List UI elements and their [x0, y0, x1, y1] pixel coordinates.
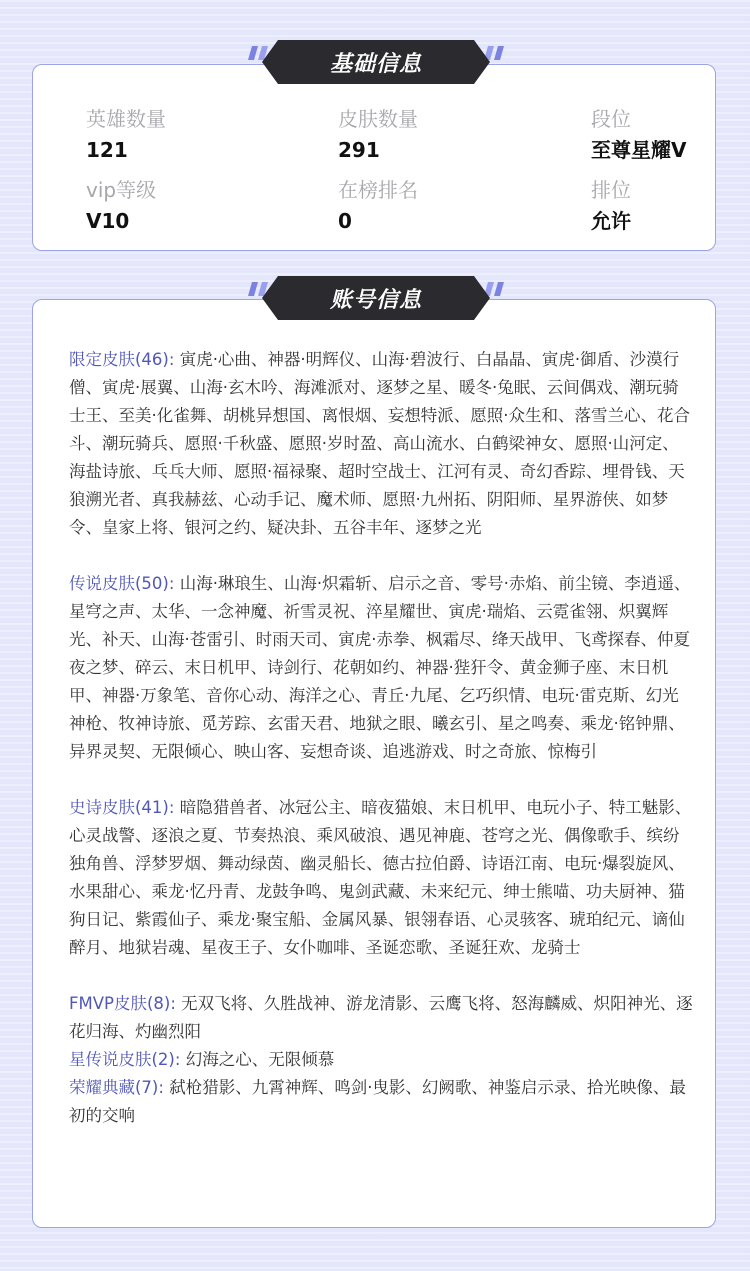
skin-items: 幻海之心、无限倾慕: [185, 1050, 335, 1069]
skin-section-fmvp: [69, 990, 693, 1046]
stat-label: vip等级: [86, 178, 157, 202]
stat-skin-count: [338, 107, 418, 162]
stat-rank-tier: [591, 107, 686, 162]
skin-category-label: 星传说皮肤(2):: [69, 1050, 181, 1069]
stat-label: 英雄数量: [86, 107, 166, 131]
stat-vip-level: [86, 178, 156, 233]
skin-items: 弑枪猎影、九霄神辉、鸣剑·曳影、幻阙歌、神鉴启示录、拾光映像、最初的交响: [69, 1078, 686, 1125]
skin-category-label: FMVP皮肤(8):: [69, 994, 176, 1013]
skin-section-limited: [69, 346, 693, 542]
section-title: 基础信息: [329, 51, 422, 77]
stat-ranked-allowed: [591, 178, 631, 233]
stat-value: 0: [338, 209, 352, 233]
skin-category-label: 限定皮肤(46):: [69, 350, 175, 369]
skin-section-epic: [69, 794, 693, 962]
skin-section-star-legend: [69, 1046, 693, 1074]
skin-items: 无双飞将、久胜战神、游龙清影、云鹰飞将、怒海麟威、炽阳神光、逐花归海、灼幽烈阳: [69, 994, 693, 1041]
skin-items: 山海·琳琅生、山海·炽霜斩、启示之音、零号·赤焰、前尘镜、李逍遥、星穹之声、太华、一念神魔、祈雪灵祝、淬星耀世、寅虎·瑞焰、云霓雀翎、炽翼辉光、补天、山海·苍雷引、时雨天司、寅虎·赤拳、枫霜尽、绛天战甲、飞鸢探春、仲夏夜之梦、碎云、末日机甲、诗剑行、花朝如约、神器·狴犴令、黄金狮子座、末日机甲、神器·万象笔、音你心动、海洋之心、青丘·九尾、乞巧织情、电玩·雷克斯、幻光神枪、牧神诗旅、觅芳踪、玄雷天君、地狱之眼、曦玄引、星之鸣奏、乘龙·铭钟鼎、异界灵契、无限倾心、映山客、妄想奇谈、追逃游戏、时之奇旅、惊梅引: [69, 574, 691, 761]
skin-section-glory-collection: [69, 1074, 693, 1130]
stat-label: 段位: [591, 107, 631, 131]
stat-value: 291: [338, 138, 380, 162]
stat-label: 排位: [591, 178, 631, 202]
stat-label: 皮肤数量: [338, 107, 418, 131]
stat-label: 在榜排名: [338, 178, 418, 202]
section-title: 账号信息: [329, 287, 422, 313]
skin-section-legend: [69, 570, 693, 766]
skin-list: [69, 346, 693, 1130]
account-info-banner: [248, 274, 504, 322]
basic-info-card: [32, 64, 716, 251]
stat-value: 允许: [591, 209, 631, 233]
stat-leaderboard-rank: [338, 178, 418, 233]
stat-value: V10: [86, 209, 130, 233]
skin-items: 暗隐猎兽者、冰冠公主、暗夜猫娘、末日机甲、电玩小子、特工魅影、心灵战警、逐浪之夏、节奏热浪、乘风破浪、遇见神鹿、苍穹之光、偶像歌手、缤纷独角兽、浮梦罗烟、舞动绿茵、幽灵船长、德古拉伯爵、诗语江南、电玩·爆裂旋风、水果甜心、乘龙·忆丹青、龙鼓争鸣、鬼剑武藏、未来纪元、绅士熊喵、功夫厨神、猫狗日记、紫霞仙子、乘龙·聚宝船、金属风暴、银翎春语、心灵骇客、琥珀纪元、谪仙醉月、地狱岩魂、星夜王子、女仆咖啡、圣诞恋歌、圣诞狂欢、龙骑士: [69, 798, 692, 957]
stat-hero-count: [86, 107, 166, 162]
account-info-card: [32, 299, 716, 1228]
stat-value: 121: [86, 138, 128, 162]
skin-category-label: 荣耀典藏(7):: [69, 1078, 164, 1097]
basic-info-banner: [248, 38, 504, 86]
skin-category-label: 史诗皮肤(41):: [69, 798, 175, 817]
skin-category-label: 传说皮肤(50):: [69, 574, 175, 593]
stat-value: 至尊星耀V: [591, 138, 687, 162]
skin-items: 寅虎·心曲、神器·明辉仪、山海·碧波行、白晶晶、寅虎·御盾、沙漠行僧、寅虎·展翼、山海·玄木吟、海滩派对、逐梦之星、暖冬·兔眠、云间偶戏、潮玩骑士王、至美·化雀舞、胡桃异想国、离恨烟、妄想特派、愿照·众生和、落雪兰心、花合斗、潮玩骑兵、愿照·千秋盛、愿照·岁时盈、高山流水、白鹤梁神女、愿照·山河定、海盐诗旅、乓乓大师、愿照·福禄聚、超时空战士、江河有灵、奇幻香踪、埋骨钱、天狼溯光者、真我赫兹、心动手记、魔术师、愿照·九州拓、阴阳师、星界游侠、如梦令、皇家上将、银河之约、疑决卦、五谷丰年、逐梦之光: [69, 350, 690, 537]
